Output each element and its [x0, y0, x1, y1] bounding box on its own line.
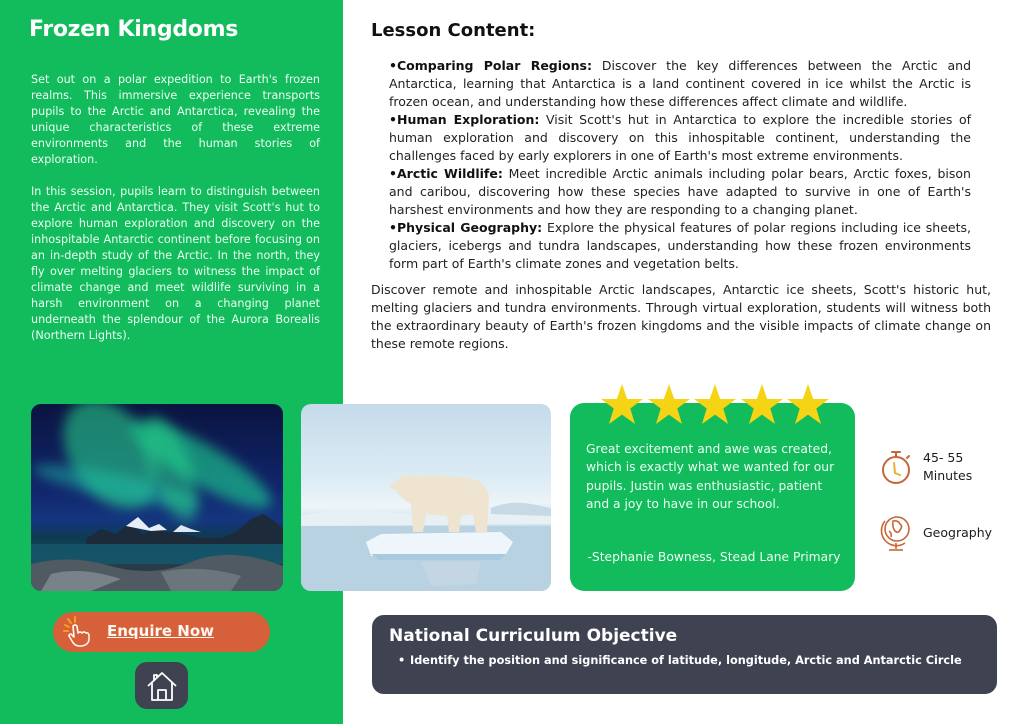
duration-unit: Minutes — [923, 468, 973, 483]
bullet-title: •Arctic Wildlife: — [389, 166, 503, 181]
curriculum-objectives — [410, 654, 970, 668]
testimonial-author: -Stephanie Bowness, Stead Lane Primary — [587, 550, 841, 564]
aurora-photo — [31, 404, 283, 591]
globe-icon — [879, 512, 913, 554]
star-icon — [600, 383, 644, 425]
enquire-now-button[interactable] — [53, 612, 270, 652]
bullet-title: •Comparing Polar Regions: — [389, 58, 592, 73]
lesson-bullets — [389, 57, 971, 273]
tap-hand-icon — [60, 616, 94, 648]
duration-range: 45- 55 — [923, 450, 964, 465]
bullet-title: •Human Exploration: — [389, 112, 540, 127]
intro-paragraph-1: Set out on a polar expedition to Earth's frozen realms. This immersive experience transports pupils to the Arctic and Antarctica, revealing the unique characteristics of these extreme environments and the human stories of exploration. — [31, 73, 320, 166]
duration-info — [879, 446, 972, 488]
star-icon — [693, 383, 737, 425]
star-icon — [786, 383, 830, 425]
enquire-now-label: Enquire Now — [107, 622, 214, 640]
intro-paragraph-2: In this session, pupils learn to distinguish between the Arctic and Antarctica. They visit Scott's hut to explore human exploration and discovery on the inhospitable Antarctic continent before focusing on an in-depth study of the Arctic. In the north, they fly over melting glaciers to witness the impact of climate change and meet wildlife surviving in a harsh environment on a changing planet underneath the splendour of the Aurora Borealis (Northern Lights). — [31, 185, 320, 342]
curriculum-objective-box — [372, 615, 997, 694]
polar-bear-photo — [301, 404, 551, 591]
lesson-bullet — [389, 165, 971, 219]
home-icon — [145, 669, 179, 703]
curriculum-title: National Curriculum Objective — [389, 626, 678, 646]
lesson-bullet — [389, 111, 971, 165]
lesson-content-heading: Lesson Content: — [371, 20, 536, 41]
bullet-title: •Physical Geography: — [389, 220, 543, 235]
bullet-text: Meet incredible Arctic animals including polar bears, Arctic foxes, bison and caribou, discovering how these species have adapted to survive in one of Earth's harshest environments and how they are responding to a changing planet. — [389, 166, 971, 217]
star-icon — [740, 383, 784, 425]
page-title: Frozen Kingdoms — [29, 17, 239, 42]
bullet-text: Visit Scott's hut in Antarctica to explore the incredible stories of human exploration and discovery on this inhospitable continent, understanding the challenges faced by early explorers in one of Earth's most extreme environments. — [389, 112, 972, 163]
testimonial-quote: Great excitement and awe was created, which is exactly what we wanted for our pupils. Justin was enthusiastic, patient and a joy to have in our school. — [586, 442, 835, 512]
curriculum-objective: • Identify the position and significance of latitude, longitude, Arctic and Antarctic Circle — [410, 654, 970, 668]
home-button[interactable] — [135, 662, 188, 709]
bullet-text: Explore the physical features of polar regions including ice sheets, glaciers, icebergs and tundra landscapes, understanding how these frozen environments form part of Earth's climate zones and vegetation belts. — [389, 220, 971, 271]
bullet-text: Discover the key differences between the Arctic and Antarctica, learning that Antarctica is a land continent covered in ice whilst the Arctic is frozen ocean, and understanding how these differences affect climate and wildlife. — [389, 58, 972, 109]
polar-bear-scene — [301, 404, 551, 591]
lesson-bullet — [389, 219, 971, 273]
lesson-bullet — [389, 57, 971, 111]
subject-label: Geography — [923, 525, 993, 540]
mountain-silhouette — [31, 404, 283, 591]
subject-info — [879, 512, 992, 554]
lesson-summary: Discover remote and inhospitable Arctic landscapes, Antarctic ice sheets, Scott's historic hut, melting glaciers and tundra environments. Through virtual exploration, students will witness both the extraordinary beauty of Earth's frozen kingdoms and the visible impacts of climate change on these remote regions. — [371, 282, 991, 351]
star-rating — [600, 383, 830, 425]
stopwatch-icon — [879, 446, 913, 488]
star-icon — [647, 383, 691, 425]
